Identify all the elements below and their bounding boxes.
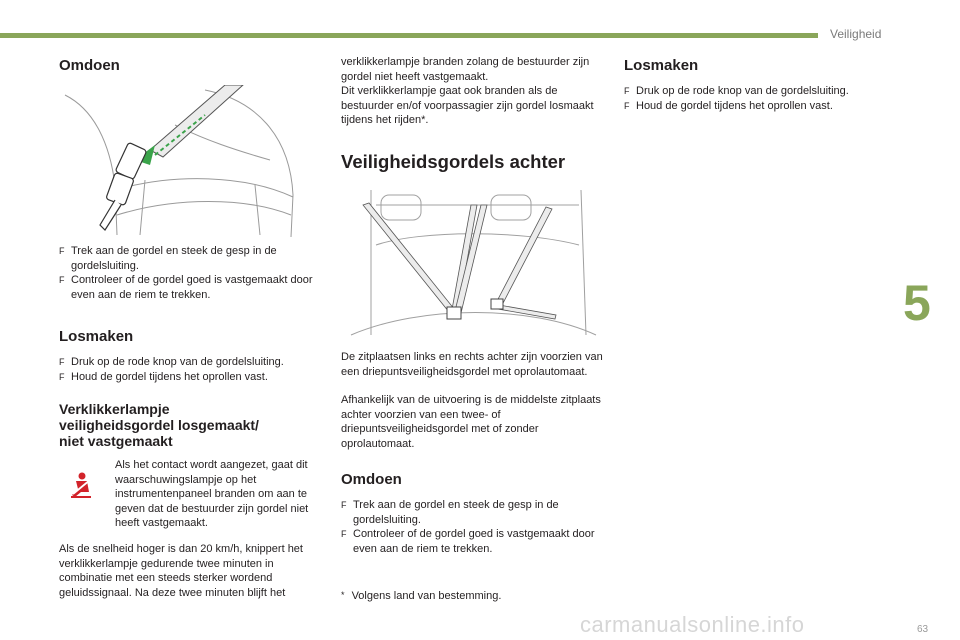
header-bar	[0, 33, 818, 38]
rear-release-steps-list	[624, 84, 894, 113]
fasten-heading: Omdoen	[59, 57, 120, 74]
section-title: Veiligheid	[830, 27, 882, 41]
warning-text: Als het contact wordt aangezet, gaat dit waarschuwingslampje op het instrumentenpaneel branden om aan te geven dat de bestuurder zijn gordel niet heeft vastgemaakt.	[115, 459, 309, 529]
front-seatbelt-illustration	[55, 85, 300, 240]
rear-description-center: Afhankelijk van de uitvoering is de middelste zitplaats achter voorzien van een twee- of driepuntsveiligheidsgordel met of zonder oprolautomaat.	[341, 394, 601, 450]
watermark: carmanualsonline.info	[580, 612, 805, 637]
list-item: F Houd de gordel tijdens het oprollen vast.	[624, 99, 894, 114]
rear-description: De zitplaatsen links en rechts achter zijn voorzien van een driepuntsveiligheidsgordel met oprolautomaat.	[341, 351, 603, 378]
passenger-note: Dit verklikkerlampje gaat ook branden als de bestuurder en/of voorpassagier zijn gordel losmaakt tijdens het rijden*.	[341, 85, 594, 126]
rear-fasten-steps-list	[341, 498, 603, 556]
continuation-text: verklikkerlampje branden zolang de bestuurder zijn gordel niet heeft vastgemaakt.	[341, 56, 590, 83]
rear-seatbelt-illustration	[341, 185, 603, 343]
release-heading: Losmaken	[59, 328, 134, 345]
release-steps-list	[59, 355, 329, 384]
page-number: 63	[917, 624, 929, 635]
list-item: F Houd de gordel tijdens het oprollen vast.	[59, 370, 329, 385]
list-item: F Trek aan de gordel en steek de gesp in de gordelsluiting.	[341, 498, 603, 527]
rear-release-heading: Losmaken	[624, 57, 699, 74]
footnote-text: Volgens land van bestemming.	[351, 590, 502, 602]
rear-seatbelts-heading: Veiligheidsgordels achter	[341, 151, 566, 172]
footnote	[341, 590, 501, 602]
rear-fasten-heading: Omdoen	[341, 471, 402, 488]
warning-heading: Verklikkerlampje veiligheidsgordel losgemaakt/ niet vastgemaakt	[59, 401, 259, 449]
list-item: F Controleer of de gordel goed is vastgemaakt door even aan de riem te trekken.	[341, 527, 603, 556]
list-item: F Druk op de rode knop van de gordelsluiting.	[59, 355, 329, 370]
chapter-number: 5	[903, 275, 931, 331]
footnote-mark: *	[341, 590, 345, 600]
seatbelt-warning-icon	[69, 472, 93, 498]
speed-warning-text: Als de snelheid hoger is dan 20 km/h, knippert het verklikkerlampje gedurende twee minuten in combinatie met een steeds sterker wordend geluidssignaal. Na deze twee minuten blijft het	[59, 543, 303, 599]
list-item: F Trek aan de gordel en steek de gesp in de gordelsluiting.	[59, 244, 314, 273]
list-item: F Druk op de rode knop van de gordelsluiting.	[624, 84, 894, 99]
fasten-steps-list	[59, 244, 314, 302]
list-item: F Controleer of de gordel goed is vastgemaakt door even aan de riem te trekken.	[59, 273, 314, 302]
